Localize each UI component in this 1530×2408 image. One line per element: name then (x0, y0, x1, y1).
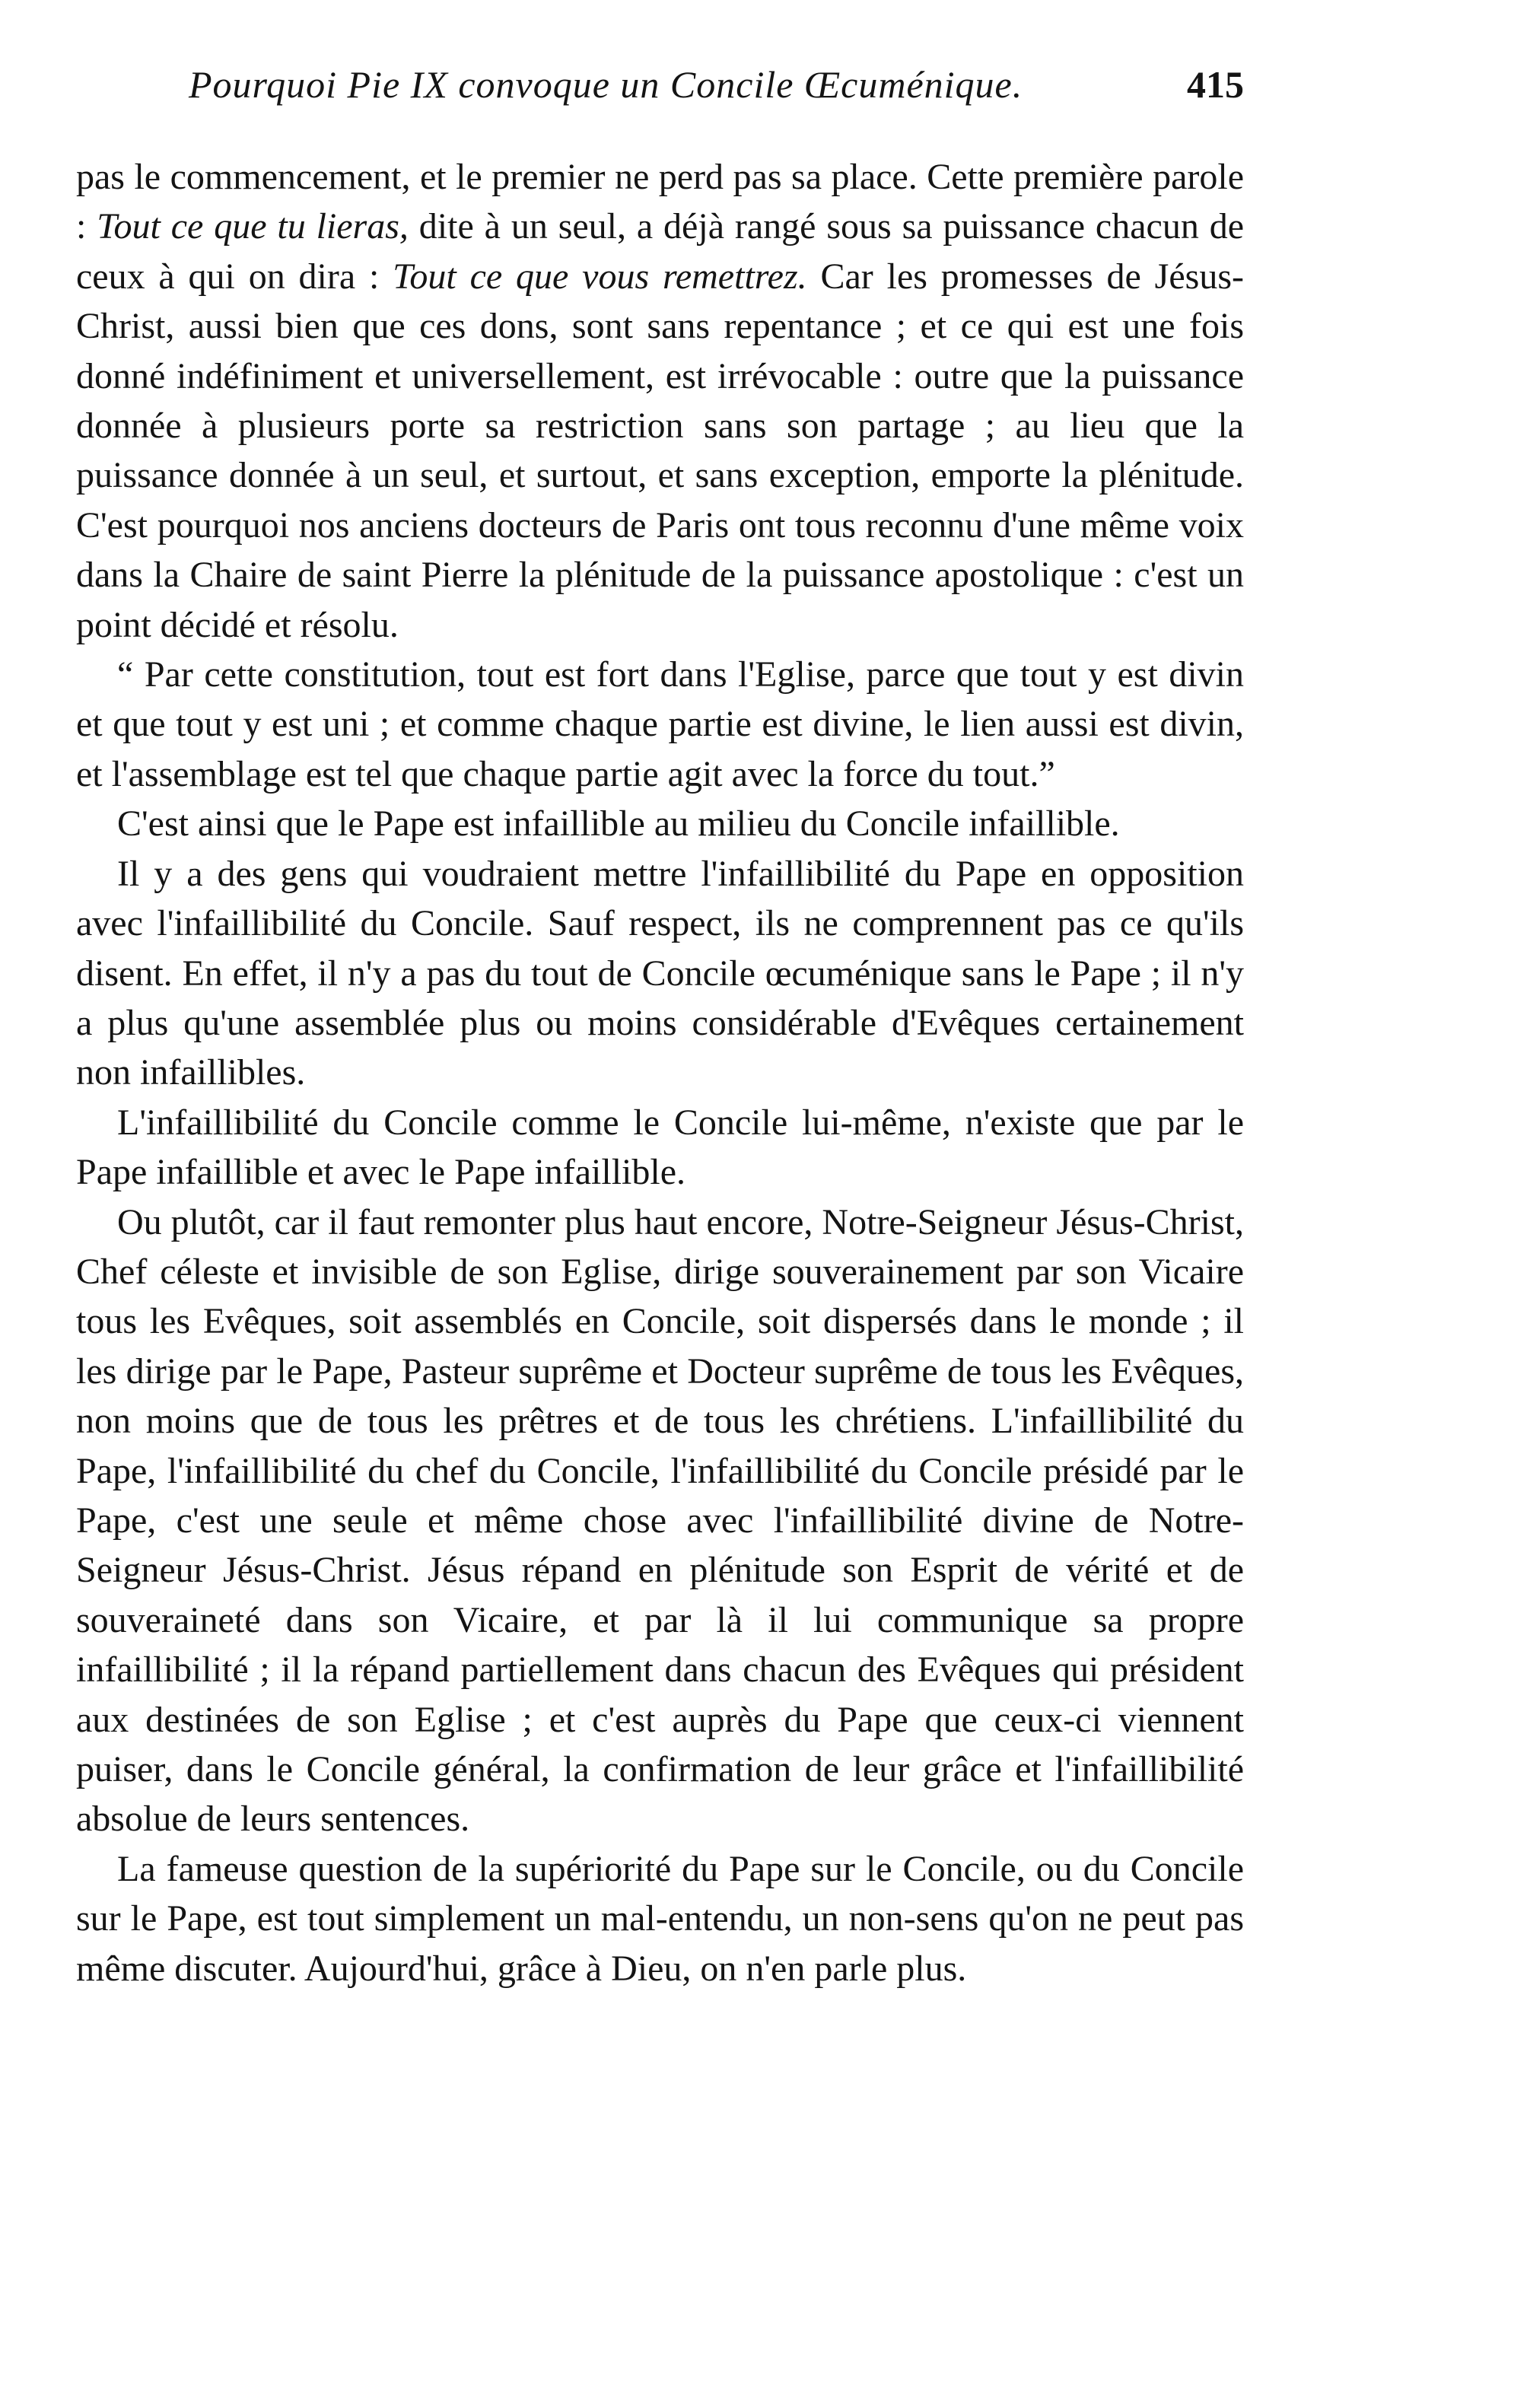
paragraph-1-text-1: pas le commencement, et le premier ne perd pas sa place. Cette première parole : (76, 157, 1244, 247)
running-head (76, 62, 1244, 123)
paragraph-1-text-3: Car les promesses de Jésus-Christ, aussi bien que ces dons, sont sans repentance ; et ce qui est une fois donné indéfiniment et universellement, est irrévocable : outre que la puissance donnée à plusieurs porte sa restriction sans son partage ; au lieu que la puissance donnée à un seul, et surtout, et sans exception, emporte la plénitude. C'est pourquoi nos anciens docteurs de Paris ont tous reconnu d'une même voix dans la Chaire de saint Pierre la plénitude de la puissance apostolique : c'est un point décidé et résolu. (76, 256, 1244, 645)
quote-tout-ce-que-tu-lieras: Tout ce que tu lieras, (97, 206, 409, 247)
paragraph-7-text: La fameuse question de la supériorité du Pape sur le Concile, ou du Concile sur le Pape, est tout simplement un mal-entendu, un non-sens qu'on ne peut pas même discuter. Aujourd'hui, grâce à Dieu, on n'en parle plus. (76, 1848, 1244, 1989)
paragraph-3 (76, 799, 1244, 848)
paragraph-5 (76, 1098, 1244, 1198)
running-title: Pourquoi Pie IX convoque un Concile Œcuménique. (189, 63, 1023, 106)
paragraph-6-text: Ou plutôt, car il faut remonter plus haut encore, Notre-Seigneur Jésus-Christ, Chef céleste et invisible de son Eglise, dirige souverainement par son Vicaire tous les Evêques, soit assemblés en Concile, soit dispersés dans le monde ; il les dirige par le Pape, Pasteur suprême et Docteur suprême de tous les Evêques, non moins que de tous les prêtres et de tous les chrétiens. L'infaillibilité du Pape, l'infaillibilité du chef du Concile, l'infaillibilité du Concile présidé par le Pape, c'est une seule et même chose avec l'infaillibilité divine de Notre-Seigneur Jésus-Christ. Jésus répand en plénitude son Esprit de vérité et de souveraineté dans son Vicaire, et par là il lui communique sa propre infaillibilité ; il la répand partiellement dans chacun des Evêques qui président aux destinées de son Eglise ; et c'est auprès du Pape que ceux-ci viennent puiser, dans le Concile général, la confirmation de leur grâce et l'infaillibilité absolue de leurs sentences. (76, 1201, 1244, 1840)
quote-tout-ce-que-vous-remettrez: Tout ce que vous remettrez. (393, 256, 807, 297)
paragraph-2 (76, 650, 1244, 799)
paragraph-7 (76, 1844, 1244, 1993)
paragraph-2-text: “ Par cette constitution, tout est fort dans l'Eglise, parce que tout y est divin et que tout y est uni ; et comme chaque partie est divine, le lien aussi est divin, et l'assemblage est tel que chaque partie agit avec la force du tout.” (76, 654, 1244, 794)
paragraph-1 (76, 152, 1244, 650)
paragraph-4 (76, 849, 1244, 1098)
paragraph-6 (76, 1198, 1244, 1844)
page-number: 415 (1187, 63, 1244, 106)
paragraph-3-text: C'est ainsi que le Pape est infaillible au milieu du Concile infaillible. (117, 803, 1120, 845)
paragraph-4-text: Il y a des gens qui voudraient mettre l'infaillibilité du Pape en opposition avec l'infaillibilité du Concile. Sauf respect, ils ne comprennent pas ce qu'ils disent. En effet, il n'y a pas du tout de Concile œcuménique sans le Pape ; il n'y a plus qu'une assemblée plus ou moins considérable d'Evêques certainement non infaillibles. (76, 853, 1244, 1093)
paragraph-1-text-2: dite à un seul, a déjà rangé sous sa puissance chacun de ceux à qui on dira : (76, 206, 1244, 297)
paragraph-5-text: L'infaillibilité du Concile comme le Concile lui-même, n'existe que par le Pape infaillible et avec le Pape infaillible. (76, 1102, 1244, 1193)
body-text (76, 152, 1244, 1993)
